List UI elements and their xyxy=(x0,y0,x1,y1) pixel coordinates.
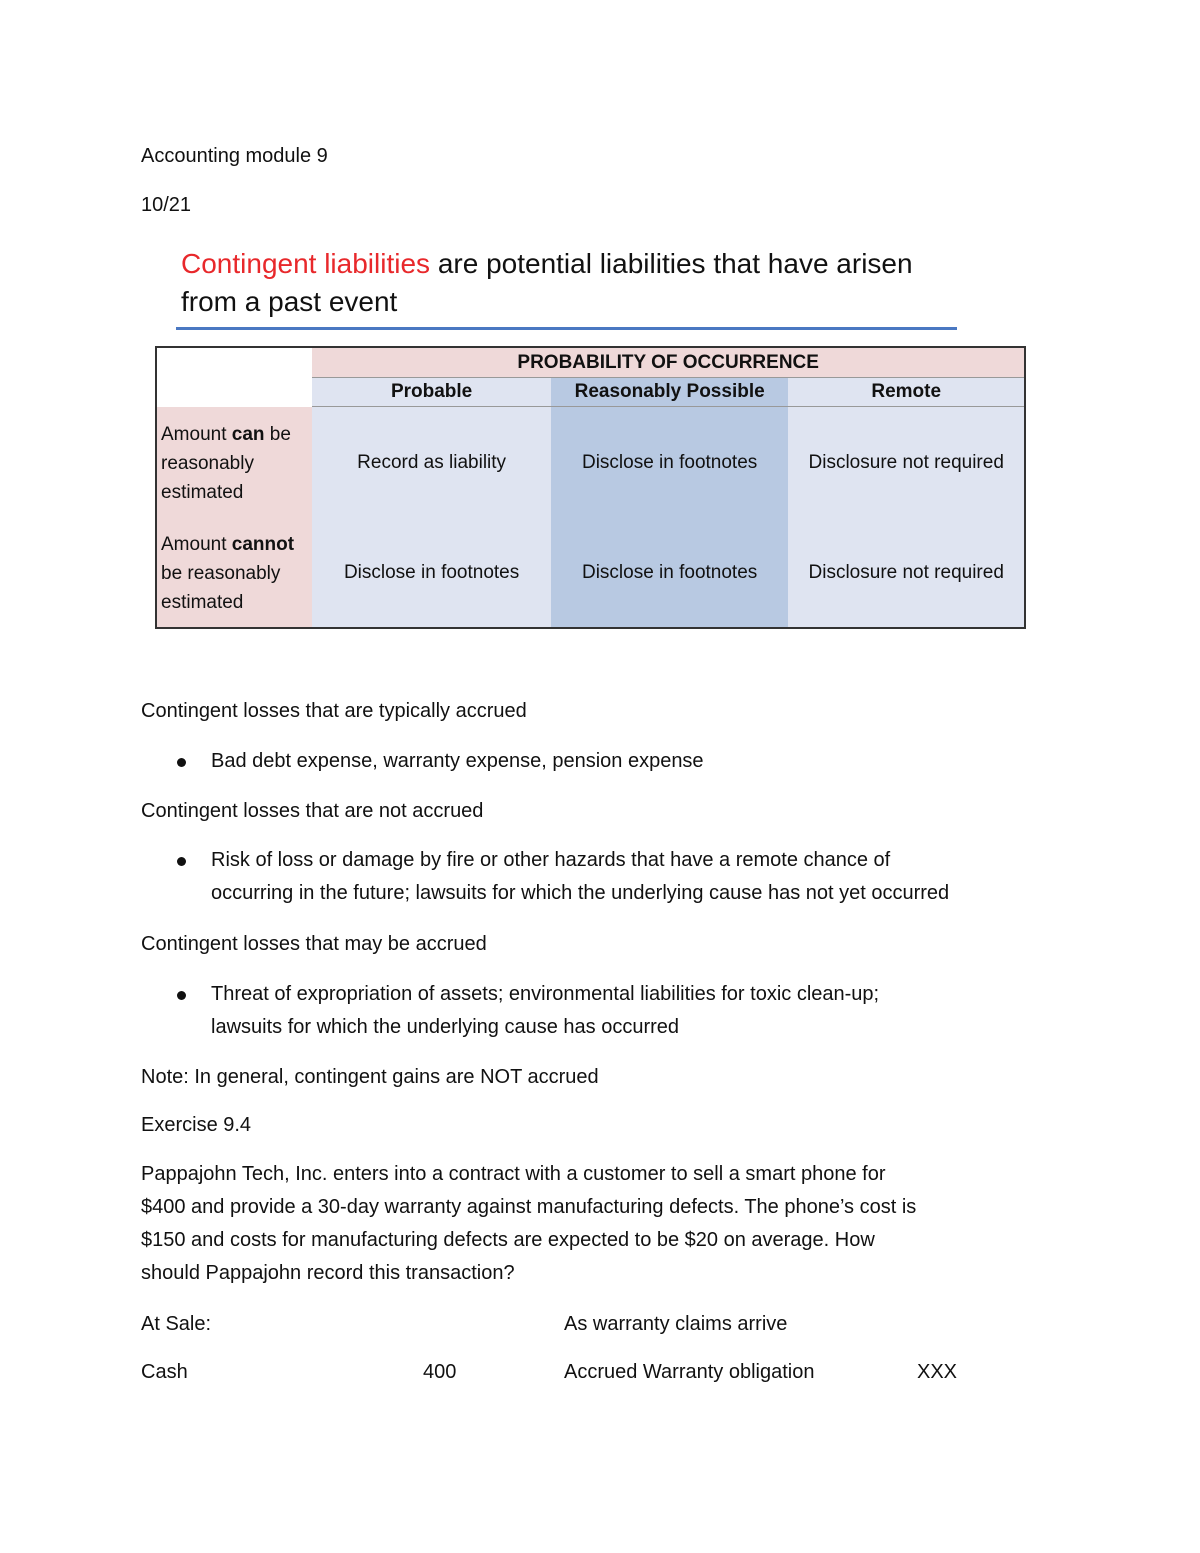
note-contingent-gains: Note: In general, contingent gains are NOT accrued xyxy=(141,1066,599,1088)
row-label-text: be reasonably xyxy=(161,562,281,584)
at-sale-label: At Sale: xyxy=(141,1313,212,1335)
bullet-icon xyxy=(177,758,186,767)
row-label-bold: can xyxy=(231,423,265,445)
warranty-obligation-account: Accrued Warranty obligation xyxy=(564,1361,815,1383)
row-label-text: estimated xyxy=(161,591,244,613)
column-header-reasonably-possible: Reasonably Possible xyxy=(551,378,789,407)
exercise-prompt xyxy=(141,1158,1041,1290)
heading-typically-accrued: Contingent losses that are typically accrued xyxy=(141,700,527,722)
list-item-text: Bad debt expense, warranty expense, pension expense xyxy=(211,750,704,772)
table-cell: Disclose in footnotes xyxy=(551,520,789,629)
list-item-text: occurring in the future; lawsuits for which the underlying cause has not yet occurred xyxy=(211,882,950,904)
table-header-probability: PROBABILITY OF OCCURRENCE xyxy=(312,347,1025,378)
table-corner xyxy=(156,347,312,407)
cash-amount: 400 xyxy=(423,1361,457,1383)
slide-title-rest: are potential liabilities that have arisen xyxy=(430,248,913,279)
column-header-remote: Remote xyxy=(788,378,1025,407)
document-title: Accounting module 9 xyxy=(141,145,328,167)
warranty-claims-label: As warranty claims arrive xyxy=(564,1313,788,1335)
bullet-icon xyxy=(177,857,186,866)
list-item-text: Risk of loss or damage by fire or other hazards that have a remote chance of xyxy=(211,849,891,871)
list-not-accrued xyxy=(141,844,949,910)
row-label-cannot-be-estimated xyxy=(156,520,312,629)
exercise-text: Pappajohn Tech, Inc. enters into a contract with a customer to sell a smart phone for xyxy=(141,1163,886,1185)
row-label-can-be-estimated xyxy=(156,407,312,520)
cash-account: Cash xyxy=(141,1361,188,1383)
list-item xyxy=(141,745,704,778)
table-cell: Disclosure not required xyxy=(788,520,1025,629)
slide-title xyxy=(181,245,981,321)
exercise-text: should Pappajohn record this transaction? xyxy=(141,1262,515,1284)
list-item xyxy=(141,844,949,910)
heading-may-be-accrued: Contingent losses that may be accrued xyxy=(141,933,487,955)
table-cell: Record as liability xyxy=(312,407,551,520)
row-label-text: estimated xyxy=(161,481,244,503)
row-label-text: reasonably xyxy=(161,452,254,474)
slide-title-highlight: Contingent liabilities xyxy=(181,248,431,279)
slide-title-line2: from a past event xyxy=(181,286,398,317)
table-cell: Disclose in footnotes xyxy=(551,407,789,520)
slide-title-underline xyxy=(176,327,957,330)
contingent-liabilities-table xyxy=(155,346,1026,629)
column-header-probable: Probable xyxy=(312,378,551,407)
document-date: 10/21 xyxy=(141,194,192,216)
row-label-text: be xyxy=(264,423,291,445)
row-label-text: Amount xyxy=(161,423,232,445)
warranty-obligation-amount: XXX xyxy=(917,1361,958,1383)
row-label-bold: cannot xyxy=(231,533,295,555)
exercise-title: Exercise 9.4 xyxy=(141,1114,252,1136)
exercise-text: $150 and costs for manufacturing defects are expected to be $20 on average. How xyxy=(141,1229,875,1251)
list-item-text: Threat of expropriation of assets; environmental liabilities for toxic clean-up; xyxy=(211,983,880,1005)
row-label-text: Amount xyxy=(161,533,232,555)
list-typically-accrued xyxy=(141,745,704,778)
bullet-icon xyxy=(177,991,186,1000)
list-may-be-accrued xyxy=(141,978,879,1044)
list-item xyxy=(141,978,879,1044)
table-cell: Disclose in footnotes xyxy=(312,520,551,629)
list-item-text: lawsuits for which the underlying cause has occurred xyxy=(211,1016,680,1038)
exercise-text: $400 and provide a 30-day warranty against manufacturing defects. The phone’s cost is xyxy=(141,1196,917,1218)
table-cell: Disclosure not required xyxy=(788,407,1025,520)
heading-not-accrued: Contingent losses that are not accrued xyxy=(141,800,484,822)
